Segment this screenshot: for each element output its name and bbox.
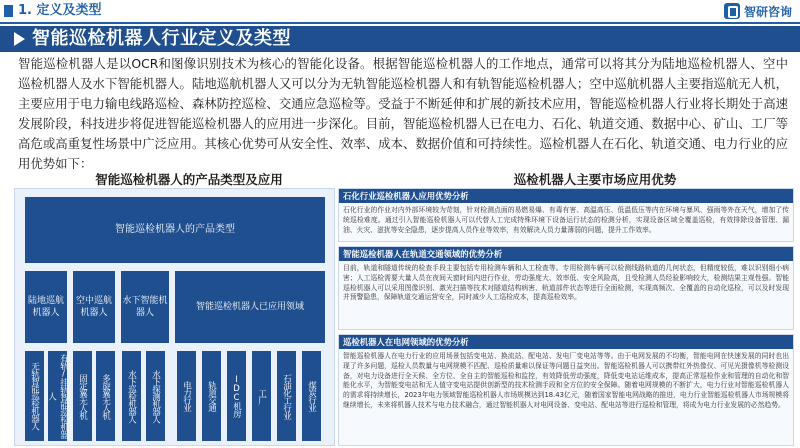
market-advantages-heading: 巡检机器人主要市场应用优势	[513, 172, 677, 187]
market-advantage-cards	[338, 188, 794, 446]
tree-leaf: 有轨/挂轨智能巡检机器人	[48, 351, 67, 441]
card-body: 目前，轨道和隧道传统的检查手段主要包括专用检测车辆和人工检查等。专用检测车辆可以检测线路轨道的几何状态，但精度较低，难以识别细小病害；人工巡检需要大量人员在夜间天窗时间内进行作业，劳动强度大、效率低、安全风险高，且受检测人员经验影响较大，检测结果主观性强。智能巡检机器人可以采用图像识别、激光扫描等技术对隧道结构病害、轨道部件状态等进行全面检测，实现高频次、全覆盖的自动化巡检，可以及时发现并预警隐患，保障轨道交通运营安全，同时减少人工巡检成本，提高巡检效率。	[343, 264, 789, 302]
tree-leaf: 煤炭行业	[302, 351, 321, 441]
intro-paragraph: 智能巡检机器人是以OCR和图像识别技术为核心的智能化设备。根据智能巡检机器人的工作地点，通常可以将其分为陆地巡检机器人、空中巡检机器人及水下智能机器人。陆地巡航机器人又可以分为无轨智能巡检机器人和有轨智能巡检机器人；空中巡航机器人主要指巡航无人机，主要应用于电力输电线路巡检、森林防控巡检、交通应急巡检等。受益于不断延伸和扩展的新技术应用，智能巡检机器人行业将长期处于高速发展阶段，科技进步将促进智能巡检机器人的应用进一步深化。目前，智能巡检机器人已在电力、石化、轨道交通、数据中心、矿山、工厂等高危或高重复性场景中广泛应用。其核心优势可从安全性、效率、成本、数据价值和可持续性。巡检机器人在石化、轨道交通、电力行业的应用优势如下：	[18, 56, 788, 171]
tree-category: 陆地巡航机器人	[25, 271, 67, 343]
card-title: 石化行业巡检机器人应用优势分析	[339, 189, 793, 203]
tree-leaf: 电力行业	[177, 351, 196, 441]
rail-transit-card	[338, 246, 794, 330]
tree-leaf: IDC机房	[227, 351, 246, 441]
tree-leaf: 无轨智能巡检机器人	[25, 351, 44, 441]
petrochemical-card	[338, 188, 794, 242]
triangle-right-icon	[14, 32, 25, 46]
title-banner	[0, 26, 800, 52]
product-types-heading: 智能巡检机器人的产品类型及应用	[95, 172, 283, 187]
card-title: 巡检机器人在电网领域的优势分析	[339, 335, 793, 349]
tree-leaf: 工厂	[252, 351, 271, 441]
card-body: 智能巡检机器人在电力行业的应用场景包括变电站、换流站、配电站、发电厂变电站等等。由于电网发展的不均衡，智能电网在快速发展的同时也出现了许多问题，巡检人员数量与电网规模不匹配、巡检质量难以保证等问题日益突出。智能巡检机器人可以携带红外热像仪、可见光摄像机等检测设备，对电力设备进行全天候、全方位、全自主的智能巡检和监控，有效降低劳动强度，降低变电站运维成本，提高正常巡检作业和管理的自动化和智能化水平，为智能变电站和无人值守变电站提供创新型的技术检测手段和全方位的安全保障。随着电网规模的不断扩大，电力行业对智能巡检机器人的需求将持续增长，2023年电力领域智能巡检机器人市场规模达到18.43亿元，随着国家智能电网战略的推进，电力行业智能巡检机器人市场规模将继续增长，未来将机器人技术与电力技术融合，通过智能机器人对电网设备、变电站、配电站等进行巡检和管理，将成为电力行业发展的必然趋势。	[343, 352, 789, 409]
brand-logo	[724, 2, 792, 20]
tree-category: 智能巡检机器人已应用领域	[175, 271, 325, 343]
tree-leaf: 水下探测机器人	[146, 351, 165, 441]
section-marker	[4, 5, 13, 17]
header-divider	[0, 22, 800, 24]
card-body: 石化行业的作业对内外部环境较为苛刻，针对检测点面的易燃易爆、有毒有害、高温高压、低温低压等内在环境与暴风、强雨等外在天气，增加了传统巡检难度。通过引入智能巡检机器人可以代替人工完成特殊环境下设备运行状态的检测分析，实现设备区域全覆盖巡检，有效排除设备管理、漏油、火灾、滋扰等安全隐患，逐步提高人员作业等效率，有效解决人员力量薄弱的问题，提升工作效率。	[343, 206, 789, 234]
brand-icon	[724, 3, 740, 19]
tree-leaf: 多旋翼无人机	[96, 351, 115, 441]
tree-leaf: 固定翼无人机	[73, 351, 92, 441]
tree-leaf: 水下巡检机器人	[122, 351, 141, 441]
top-header	[0, 0, 800, 22]
page-title: 智能巡检机器人行业定义及类型	[32, 28, 291, 49]
section-label: 1. 定义及类型	[18, 3, 102, 18]
brand-name: 智研咨询	[743, 4, 792, 19]
tree-leaf: 石油化工行业	[277, 351, 296, 441]
product-type-tree	[14, 188, 335, 446]
power-grid-card	[338, 334, 794, 446]
tree-root: 智能巡检机器人的产品类型	[25, 197, 325, 263]
tree-category: 水下智能机器人	[121, 271, 169, 343]
tree-category: 空中巡航机器人	[73, 271, 115, 343]
card-title: 智能巡检机器人在轨道交通领域的优势分析	[339, 247, 793, 261]
tree-leaf: 轨道交通	[202, 351, 221, 441]
